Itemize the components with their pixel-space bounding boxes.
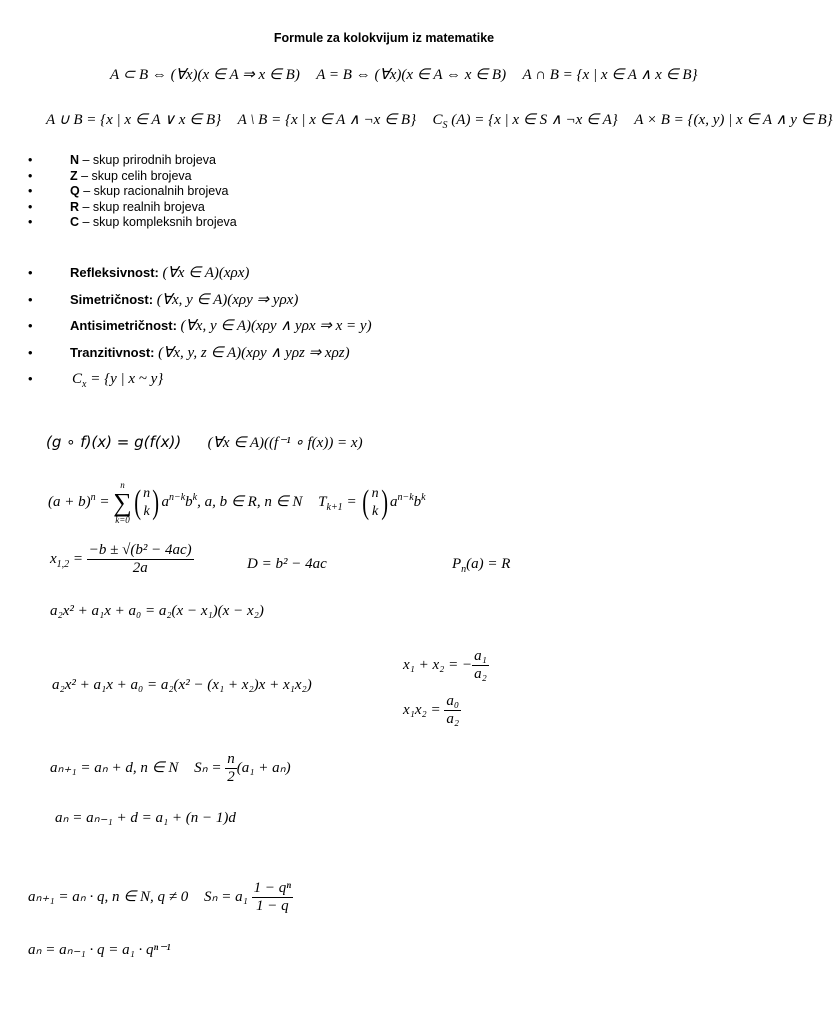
geometric-general-formula: aₙ = aₙ₋₁ · q = a₁ · qⁿ⁻¹ (28, 942, 171, 958)
arithmetic-sum-formula: Sₙ = $\frac{n}{2}$ (a₁ + aₙ) (194, 751, 291, 785)
composition-row (46, 433, 363, 452)
page-title: Formule za kolokvijum iz matematike (273, 31, 495, 45)
binomial-formula: $(a + b)^n$ = n ∑ k=0 ( n k ) $a^{n-k}b^k$, a, b ∈ R, n ∈ N (48, 480, 303, 525)
expanded-factorization-formula: a₂x² + a₁x + a₀ = a₂(x² − (x₁ + x₂)x + x₁x₂) (52, 677, 312, 693)
polynomial-set-formula: $P_n(a) = R$ (452, 556, 511, 575)
list-item: • N – skup prirodnih brojeva (50, 153, 237, 169)
composition-formula: (g ∘ f)(x) = g(f(x)) (46, 433, 182, 451)
set-formulas-row-2 (46, 110, 833, 131)
equality-formula: A = B ⇔ (∀x)(x ∈ A ⇔ x ∈ B) (316, 67, 507, 83)
list-item: • Z – skup celih brojeva (50, 169, 237, 185)
vieta-sum-formula: x₁ + x₂ = − $\frac{\text{a₁}}{\text{a₂}}$ (403, 648, 487, 682)
vieta-product-formula: x₁x₂ = $\frac{\text{a₀}}{\text{a₂}}$ (403, 693, 460, 727)
relation-properties-list (50, 262, 372, 395)
binomial-term-formula: $T_{k+1}$ = ( n k ) $a^{n-k}b^k$ (318, 484, 426, 521)
inverse-formula: (∀x ∈ A)((f⁻¹ ∘ f(x)) = x) (207, 435, 363, 451)
arithmetic-sequence-row (50, 751, 291, 786)
list-item: • Tranzitivnost: (∀x, y, z ∈ A)(xρy ∧ yρz ⇒ xρz) (50, 342, 372, 369)
union-formula: A ∪ B = {x | x ∈ A ∨ x ∈ B} (46, 112, 222, 128)
subset-formula: A ⊂ B ⇔ (∀x)(x ∈ A ⇒ x ∈ B) (110, 67, 300, 83)
discriminant-formula: D = b² − 4ac (247, 556, 327, 572)
difference-formula: A \ B = {x | x ∈ A ∧ ¬x ∈ B} (237, 112, 417, 128)
geometric-sequence-row (28, 880, 293, 915)
complement-formula: $C_S$ (A) = {x | x ∈ S ∧ ¬x ∈ A} (432, 112, 618, 131)
geometric-sum-formula: Sₙ = a₁ $\frac{\text{1 − qⁿ}}{1 - q}$ (204, 880, 291, 914)
list-item: • Refleksivnost: (∀x ∈ A)(xρx) (50, 262, 372, 289)
set-formulas-row-1 (110, 65, 698, 84)
list-item: • Antisimetričnost: (∀x, y ∈ A)(xρy ∧ yρx ⇒ x = y) (50, 315, 372, 342)
arithmetic-general-formula: aₙ = aₙ₋₁ + d = a₁ + (n − 1)d (55, 810, 236, 826)
quadratic-row (50, 542, 194, 577)
list-item: • Q – skup racionalnih brojeva (50, 184, 237, 200)
list-item: • Simetričnost: (∀x, y ∈ A)(xρy ⇒ yρx) (50, 289, 372, 316)
geometric-recurrence-formula: aₙ₊₁ = aₙ · q, n ∈ N, q ≠ 0 (28, 888, 189, 905)
arithmetic-recurrence-formula: aₙ₊₁ = aₙ + d, n ∈ N (50, 759, 179, 776)
list-item: • C – skup kompleksnih brojeva (50, 215, 237, 231)
list-item: • R – skup realnih brojeva (50, 200, 237, 216)
intersection-formula: A ∩ B = {x | x ∈ A ∧ x ∈ B} (522, 67, 698, 83)
product-formula: A × B = {(x, y) | x ∈ A ∧ y ∈ B} (634, 112, 833, 128)
list-item: • $C_x = \{y$ | x ~ y} (50, 368, 372, 395)
quadratic-roots-formula: $x_{1,2}$ = $\frac{\text{−b ± √(b² − 4ac)}}{2a}$ (50, 542, 192, 576)
number-sets-list (50, 153, 237, 231)
factorization-formula: a₂x² + a₁x + a₀ = a₂(x − x₁)(x − x₂) (50, 603, 264, 619)
binomial-row (48, 480, 426, 526)
